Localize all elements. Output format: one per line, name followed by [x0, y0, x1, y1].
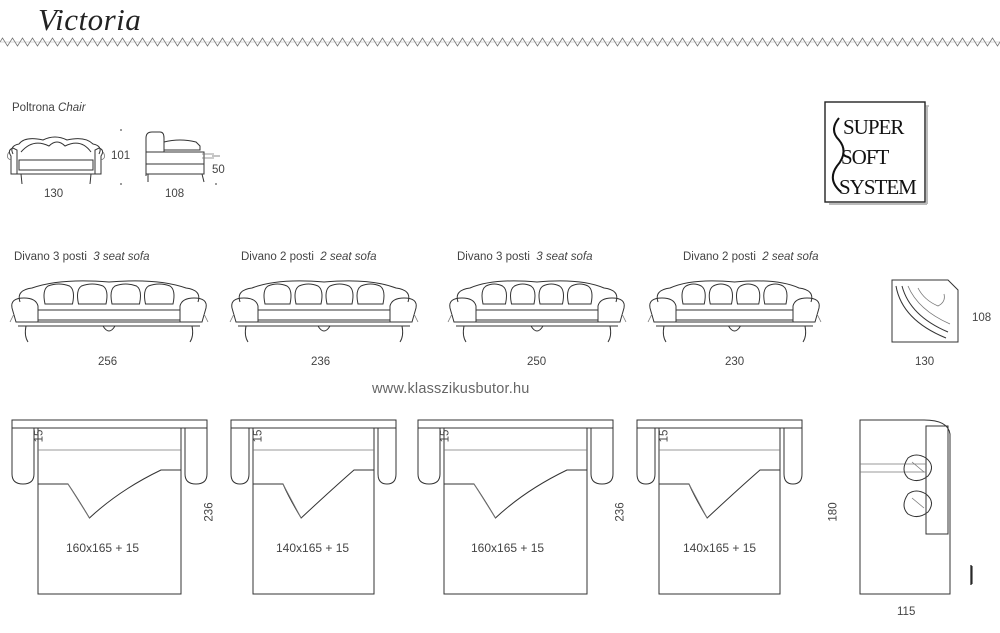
sofa-1-label-en: 3 seat sofa	[93, 251, 150, 263]
bed-2-size: 140x165 + 15	[276, 541, 350, 555]
sofa-2-width: 236	[311, 356, 331, 368]
sofa-4-label	[683, 251, 819, 263]
super-soft-system-logo	[823, 100, 933, 208]
bed-1-offset: 15	[33, 429, 46, 443]
sofa-4-width: 230	[725, 356, 745, 368]
bed-2-offset: 15	[252, 429, 265, 443]
chair-front-drawing	[5, 128, 115, 188]
sofa-4-drawing	[646, 274, 821, 350]
sofa-3-drawing	[446, 274, 626, 350]
chaise-length: 180	[827, 502, 840, 522]
chair-side-drawing	[140, 128, 220, 188]
sofa-3-width: 250	[527, 356, 547, 368]
decorative-border	[0, 36, 1000, 48]
chair-height: 101	[111, 150, 131, 162]
bed-length-left: 236	[203, 502, 216, 522]
corner-depth: 108	[972, 312, 992, 324]
website-url[interactable]: www.klasszikusbutor.hu	[372, 381, 530, 397]
sofa-2-drawing	[228, 274, 418, 350]
chair-label-en: Chair	[58, 102, 86, 114]
sofa-3-label	[457, 251, 593, 263]
svg-text:SOFT: SOFT	[841, 145, 889, 169]
chair-seat-height: 50	[212, 164, 225, 176]
chair-depth: 108	[165, 188, 185, 200]
bed-3-size: 160x165 + 15	[471, 541, 545, 555]
sofa-2-label-it: Divano 2 posti	[241, 251, 314, 263]
sofa-1-drawing	[8, 274, 208, 350]
bed-4-offset: 15	[658, 429, 671, 443]
bed-3-offset: 15	[439, 429, 452, 443]
sofa-3-label-en: 3 seat sofa	[536, 251, 593, 263]
bed-length-right: 236	[614, 502, 627, 522]
sofa-1-label	[14, 251, 150, 263]
chair-width: 130	[44, 188, 64, 200]
page-title: Victoria	[38, 2, 142, 37]
sofa-3-label-it: Divano 3 posti	[457, 251, 530, 263]
chair-seat-marks	[210, 148, 222, 188]
bed-1-size: 160x165 + 15	[66, 541, 140, 555]
chair-height-marks	[119, 128, 123, 188]
sofa-4-label-en: 2 seat sofa	[762, 251, 819, 263]
sofa-1-width: 256	[98, 356, 118, 368]
chaise-mark	[968, 565, 974, 587]
corner-width: 130	[915, 356, 935, 368]
chaise-bed-drawing	[856, 414, 956, 606]
chair-label-it: Poltrona	[12, 102, 55, 114]
chair-label	[12, 102, 86, 114]
sofa-2-label-en: 2 seat sofa	[320, 251, 377, 263]
svg-text:SYSTEM: SYSTEM	[839, 175, 916, 199]
sofa-4-label-it: Divano 2 posti	[683, 251, 756, 263]
svg-text:SUPER: SUPER	[843, 115, 904, 139]
corner-drawing	[888, 276, 964, 350]
sofa-1-label-it: Divano 3 posti	[14, 251, 87, 263]
sofa-2-label	[241, 251, 377, 263]
bed-4-size: 140x165 + 15	[683, 541, 757, 555]
chaise-width: 115	[897, 606, 916, 618]
